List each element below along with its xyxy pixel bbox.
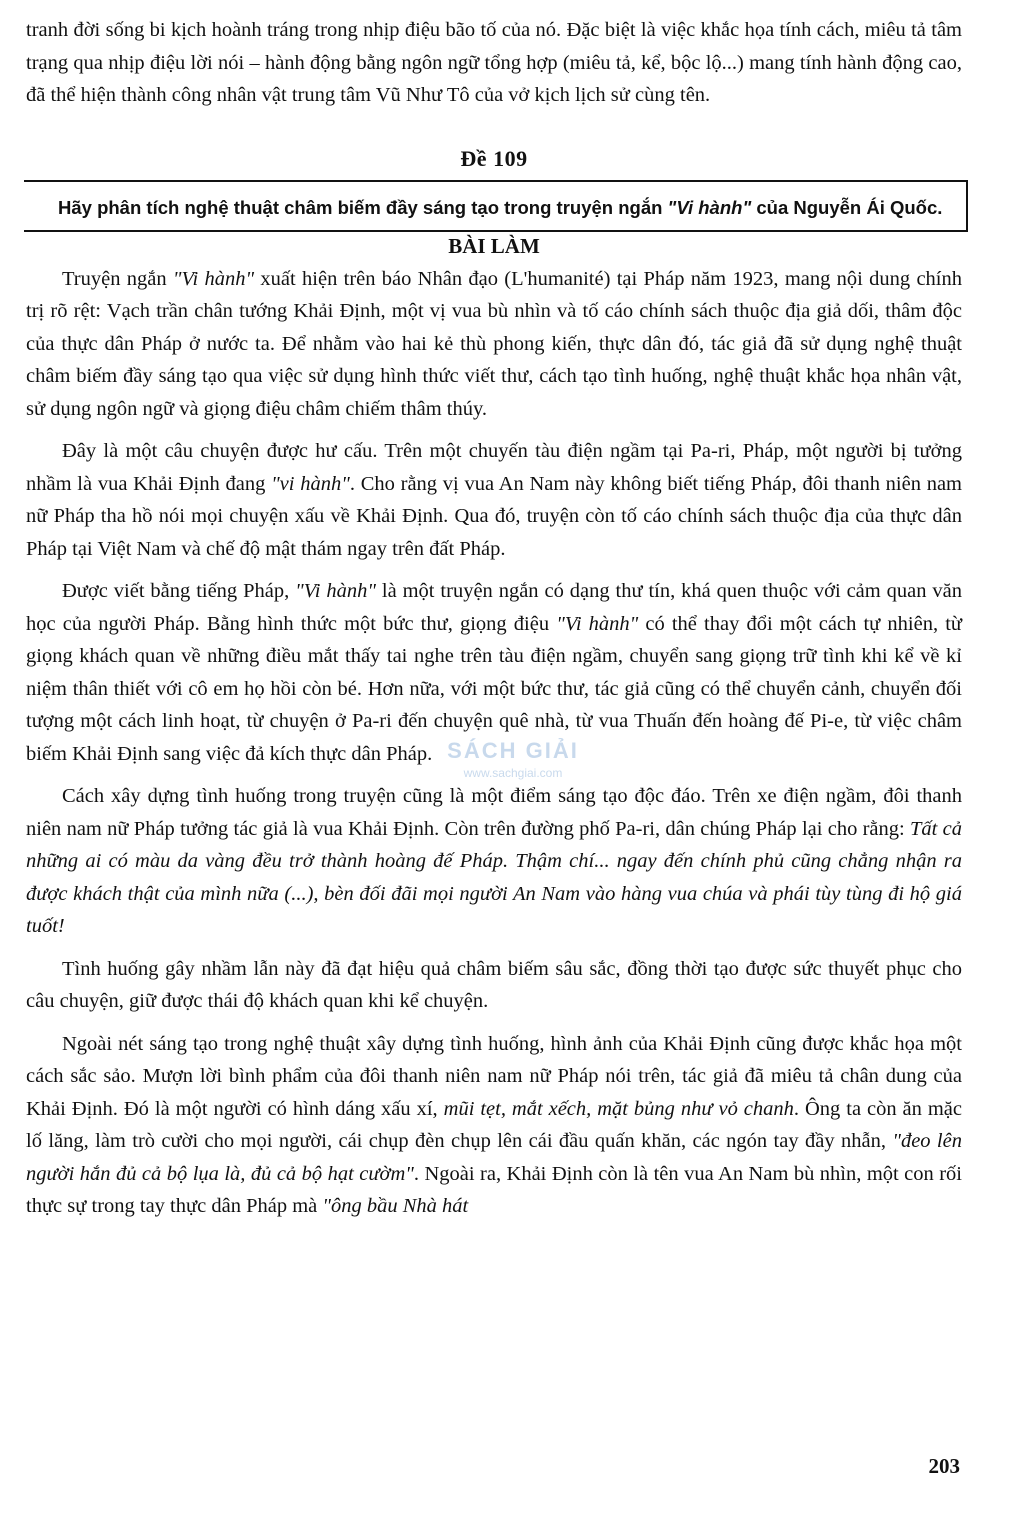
- paragraph-1: [26, 263, 962, 426]
- p6-text-c: . Ông ta còn ăn mặc lố lăng, làm trò cười cho mọi người, cái chụp đèn chụp lên cái đầu quấn khăn, các ngón tay đầy nhẫn,: [26, 1097, 962, 1152]
- watermark-brand: SÁCH GIẢI: [447, 738, 579, 763]
- task-text-end: của Nguyễn Ái Quốc.: [751, 196, 943, 218]
- p4-text-a: Cách xây dựng tình huống trong truyện cũng là một điểm sáng tạo độc đáo. Trên xe điện ngầm, đôi thanh niên nam nữ Pháp tưởng tác giả là vua Khải Định. Còn trên đường phố Pa-ri, dân chúng Pháp lại cho rằng:: [26, 785, 962, 840]
- p6-text-e: . Ngoài ra, Khải Định còn là tên vua An Nam bù nhìn, một con rối thực sự trong tay thực dân Pháp mà: [26, 1162, 962, 1217]
- p6-quote-3: "ông bầu Nhà hát: [322, 1195, 469, 1217]
- p6-quote-1: mũi tẹt, mắt xếch, mặt bủng như vỏ chanh: [443, 1097, 794, 1120]
- task-box: [24, 180, 968, 232]
- answer-heading: BÀI LÀM: [448, 233, 540, 258]
- p1-story-title: "Vi hành": [172, 267, 255, 290]
- p6-quote-2: "đeo lên người hắn đủ cả bộ lụa là, đủ cả bộ hạt cườm": [26, 1130, 962, 1185]
- p3-story-title: "Vi hành": [295, 580, 376, 602]
- p1-text-c: xuất hiện trên báo Nhân đạo (L'humanité) tại Pháp năm 1923, mang nội dung chính trị rõ rệt: Vạch trần chân tướng Khải Định, một vị vua bù nhìn và tố cáo chính sách thuộc địa giả dối, thâm độc của thực dân Pháp ở nước ta. Để nhằm vào hai kẻ thù phong kiến, thực dân đó, tác giả đã sử dụng nghệ thuật châm biếm đầy sáng tạo qua việc sử dụng hình thức viết thư, cách tạo tình huống, nghệ thuật khắc họa nhân vật, sử dụng ngôn ngữ và giọng điệu châm chiếm thâm thúy.: [26, 267, 962, 420]
- intro-paragraph: tranh đời sống bi kịch hoành tráng trong nhịp điệu bão tố của nó. Đặc biệt là việc khắc họa tính cách, miêu tả tâm trạng qua nhịp điệu lời nói – hành động bằng ngôn ngữ tổng hợp (miêu tả, kể, bộc lộ...) mang tính hành động cao, đã thể hiện thành công nhân vật trung tâm Vũ Như Tô của vở kịch lịch sử cùng tên.: [26, 19, 962, 106]
- p4-quote: Tất cả những ai có màu da vàng đều trở thành hoàng đế Pháp. Thậm chí... ngay đến chính phủ cũng chẳng nhận ra được khách thật của mình nữa (...), bèn đối đãi mọi người An Nam vào hàng vua chúa và phái tùy tùng đi hộ giá tuốt!: [26, 817, 962, 937]
- paragraph-2: [26, 435, 962, 565]
- task-text: Hãy phân tích nghệ thuật châm biếm đầy sáng tạo trong truyện ngắn: [58, 196, 668, 218]
- watermark-url: www.sachgiai.com: [463, 766, 563, 780]
- p1-text-a: Truyện ngắn: [62, 267, 173, 290]
- paragraph-5: Tình huống gây nhầm lẫn này đã đạt hiệu quả châm biếm sâu sắc, đồng thời tạo được sức thuyết phục cho câu chuyện, giữ được thái độ khách quan khi kể chuyện.: [26, 957, 962, 1012]
- p3-story-title-2: "Vi hành": [556, 612, 639, 635]
- p6-text-a: Ngoài nét sáng tạo trong nghệ thuật xây dựng tình huống, hình ảnh của Khải Định cũng được khắc họa một cách sắc sảo. Mượn lời bình phẩm của đôi thanh niên nam nữ Pháp nói trên, tác giả đã miêu tả chân dung của Khải Định. Đó là một người có hình dáng xấu xí,: [26, 1032, 962, 1120]
- p3-text-e: có thể thay đổi một cách tự nhiên, từ giọng khách quan về những điều mắt thấy tai nghe trên tàu điện ngầm, chuyển sang giọng trữ tình khi kể về kỉ niệm thân thiết với cô em họ hồi còn bé. Hơn nữa, với một bức thư, tác giả cũng có thể chuyển cảnh, chuyển đối tượng một cách linh hoạt, từ chuyện ở Pa-ri đến chuyện quê nhà, từ vua Thuấn đến hoàng đế Pi-e, từ việc châm biếm Khải Định sang việc đả kích thực dân Pháp.: [26, 612, 962, 765]
- page-number: 203: [928, 1454, 960, 1478]
- p3-text-a: Được viết bằng tiếng Pháp,: [62, 580, 296, 602]
- document-page: [26, 14, 962, 1223]
- watermark-logo: [428, 738, 598, 808]
- task-story-title: "Vi hành": [667, 196, 752, 218]
- p2-text-a: Đây là một câu chuyện được hư cấu. Trên một chuyến tàu điện ngầm tại Pa-ri, Pháp, một người bị tưởng nhầm là vua Khải Định đang: [26, 440, 962, 495]
- exercise-heading: Đề 109: [460, 145, 528, 171]
- p3-text-c: là một truyện ngắn có dạng thư tín, khá quen thuộc với cảm quan văn học của người Pháp. Bằng hình thức một bức thư, giọng điệu: [26, 580, 963, 635]
- paragraph-6: [26, 1028, 962, 1223]
- p2-text-c: . Cho rằng vị vua An Nam này không biết tiếng Pháp, đôi thanh niên nam nữ Pháp tha hồ nói mọi chuyện xấu về Khải Định. Qua đó, truyện còn tố cáo chính sách thuộc địa của thực dân Pháp tại Việt Nam và chế độ mật thám ngay trên đất Pháp.: [26, 472, 963, 560]
- p2-quote: "vi hành": [271, 472, 350, 495]
